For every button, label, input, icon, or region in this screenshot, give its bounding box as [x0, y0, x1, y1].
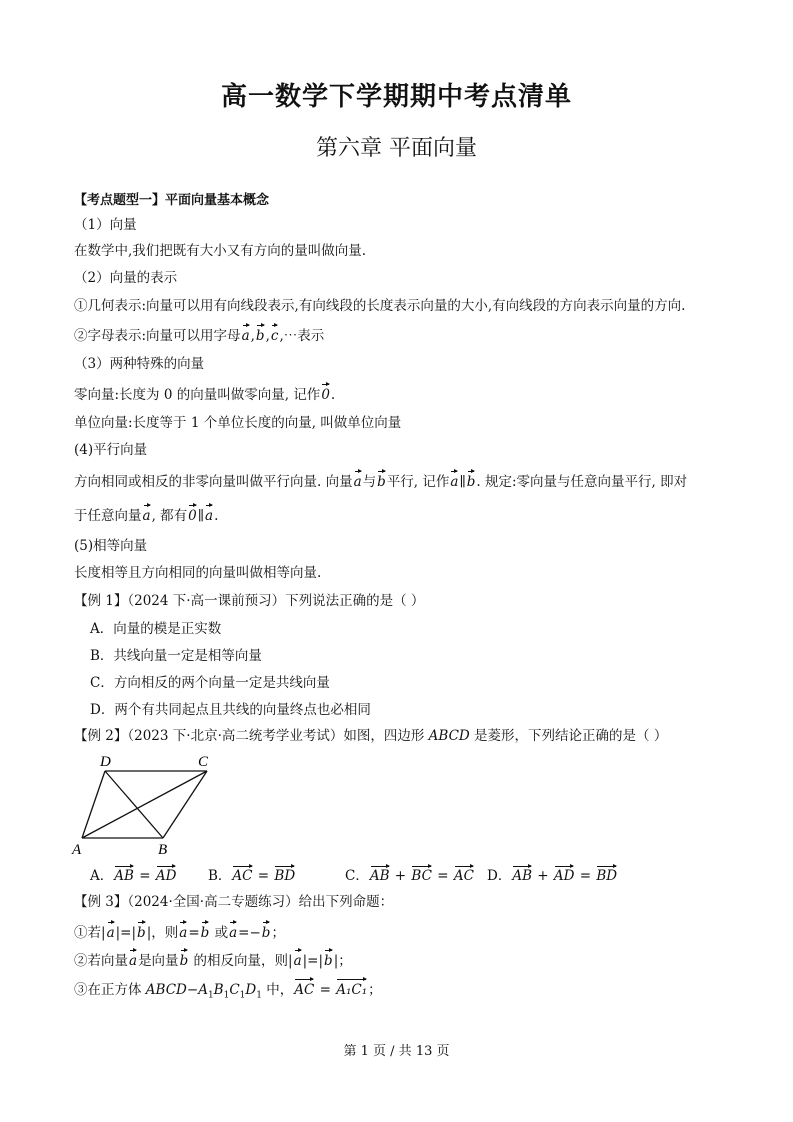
text-segment: .	[330, 387, 336, 403]
vector-symbol: AB	[512, 865, 532, 884]
vector-symbol: c	[271, 324, 279, 345]
side-bc	[163, 771, 207, 838]
example2-option	[487, 864, 618, 884]
text-segment: +	[390, 868, 411, 884]
text-segment: −	[186, 982, 199, 998]
chapter-title: 第六章 平面向量	[316, 136, 477, 161]
vector-symbol: b	[180, 949, 189, 970]
vector-symbol: AC	[294, 978, 314, 999]
vector-symbol: a	[179, 921, 187, 942]
option-label: B．	[208, 868, 232, 884]
text-segment: +	[533, 868, 553, 884]
vector-symbol: AC	[232, 865, 252, 884]
vector-symbol: BD	[274, 865, 295, 884]
document-title: 高一数学下学期期中考点清单	[220, 82, 572, 112]
text-line	[74, 949, 352, 970]
vector-symbol: b	[262, 921, 271, 942]
text-line	[74, 297, 685, 315]
text-segment: (4)平行向量	[74, 442, 148, 458]
text-line	[90, 701, 371, 719]
subscript: 1	[256, 990, 262, 1001]
vector-symbol: 0	[188, 504, 197, 525]
text-segment: . 规定:零向量与任意向量平行, 即对	[476, 474, 688, 490]
text-line	[74, 242, 366, 260]
text-segment: ,	[250, 328, 255, 344]
text-segment: ,	[265, 328, 270, 344]
text-segment: （3）两种特殊的向量	[74, 356, 205, 372]
text-line	[74, 504, 218, 525]
math-text: B	[213, 982, 224, 998]
text-segment: （1）向量	[74, 217, 137, 233]
text-line	[74, 470, 687, 491]
vector-symbol: b	[256, 324, 265, 345]
vector-symbol: a	[294, 949, 302, 970]
vector-symbol: AB	[370, 865, 390, 884]
text-line	[90, 620, 221, 638]
text-segment: =	[134, 868, 155, 884]
example2-option	[345, 864, 475, 884]
text-segment: =	[188, 925, 200, 941]
text-line	[90, 647, 262, 665]
diagonal-bd	[105, 771, 163, 838]
text-segment: ②若向量	[74, 953, 128, 969]
vector-symbol: b	[137, 921, 146, 942]
text-segment: ③在正方体	[74, 982, 146, 998]
text-segment: 的相反向量，则|	[189, 953, 293, 969]
math-text: ABCD	[428, 728, 470, 744]
text-segment: A．向量的模是正实数	[90, 621, 222, 637]
text-segment: 中，	[261, 982, 294, 998]
math-text: A	[198, 982, 208, 998]
text-segment: B．共线向量一定是相等向量	[90, 648, 262, 664]
vector-symbol: BD	[596, 865, 617, 884]
text-segment: 是向量	[138, 953, 179, 969]
text-line	[74, 564, 321, 582]
text-line	[74, 727, 667, 745]
text-segment: ①几何表示:向量可以用有向线段表示,有向线段的长度表示向量的大小,有向线段的方向表示向量的方向.	[74, 298, 686, 314]
text-segment: .	[214, 508, 219, 524]
rhombus-figure	[70, 750, 230, 860]
text-segment: C．方向相反的两个向量一定是共线向量	[90, 675, 330, 691]
text-line	[74, 978, 382, 1005]
subscript: 1	[223, 990, 230, 1001]
text-segment: （2）向量的表示	[74, 270, 178, 286]
vector-symbol: a	[143, 504, 151, 525]
label-c: C	[198, 754, 209, 770]
vector-symbol: a	[129, 949, 137, 970]
example2-option	[90, 864, 177, 884]
text-segment: ②字母表示:向量可以用字母	[74, 328, 241, 344]
option-label: C．	[345, 868, 369, 884]
text-segment: ,⋯表示	[279, 328, 325, 344]
text-line	[74, 921, 285, 942]
text-segment: 【考点题型一】平面向量基本概念	[74, 193, 270, 208]
text-line	[74, 269, 177, 287]
math-text: D	[245, 982, 257, 998]
text-segment: 【例 1】（2024 下·高一课前预习）下列说法正确的是（ ）	[74, 593, 425, 609]
text-segment: |=|	[302, 953, 324, 969]
vector-symbol: AB	[114, 865, 134, 884]
subscript: 1	[207, 990, 214, 1001]
example2-option	[208, 864, 296, 884]
text-segment: 于任意向量	[74, 508, 142, 524]
text-line	[74, 441, 147, 459]
text-line	[90, 674, 330, 692]
vector-symbol: a	[205, 504, 213, 525]
text-segment: (5)相等向量	[74, 538, 148, 554]
label-b: B	[158, 842, 168, 858]
text-segment: 【例 3】（2024·全国·高二专题练习）给出下列命题：	[74, 894, 394, 910]
text-line	[74, 355, 204, 373]
text-segment: 零向量:长度为 0 的向量叫做零向量, 记作	[74, 387, 321, 403]
vector-symbol: a	[450, 470, 458, 491]
text-segment: ∥	[459, 474, 466, 490]
text-line	[74, 192, 269, 210]
text-segment: 方向相同或相反的非零向量叫做平行向量. 向量	[74, 474, 353, 490]
option-label: A．	[90, 868, 114, 884]
text-line	[74, 537, 147, 555]
vector-symbol: a	[229, 921, 237, 942]
text-segment: |=|	[115, 925, 137, 941]
page-footer: 第 1 页 / 共 13 页	[343, 1044, 450, 1059]
vector-symbol: a	[242, 324, 250, 345]
text-segment: ；	[368, 982, 382, 998]
vector-symbol: a	[354, 470, 362, 491]
text-segment: =	[575, 868, 596, 884]
text-segment: , 都有	[151, 508, 188, 524]
text-segment: =	[432, 868, 453, 884]
text-line	[74, 592, 424, 610]
vector-symbol: b	[377, 470, 386, 491]
vector-symbol: AC	[454, 865, 474, 884]
text-segment: ①若|	[74, 925, 106, 941]
vector-symbol: A₁C₁	[336, 978, 367, 999]
text-segment: =−	[238, 925, 261, 941]
text-segment: 是菱形，下列结论正确的是（ ）	[469, 728, 668, 744]
text-line	[74, 324, 324, 345]
text-segment: 单位向量:长度等于 1 个单位长度的向量, 叫做单位向量	[74, 415, 402, 431]
text-line	[74, 893, 393, 911]
text-segment: 或	[210, 925, 229, 941]
text-line	[74, 414, 401, 432]
text-segment: |，则	[146, 925, 179, 941]
label-d: D	[100, 754, 111, 770]
text-segment: =	[253, 868, 274, 884]
text-segment: 与	[362, 474, 377, 490]
math-text: C	[229, 982, 240, 998]
vector-symbol: BC	[411, 865, 432, 884]
text-segment: ；	[271, 925, 285, 941]
text-segment: D．两个有共同起点且共线的向量终点也必相同	[90, 702, 371, 718]
text-segment: 在数学中,我们把既有大小又有方向的量叫做向量.	[74, 243, 367, 259]
vector-symbol: 0	[321, 383, 330, 404]
vector-symbol: b	[324, 949, 333, 970]
vector-symbol: a	[107, 921, 115, 942]
vector-symbol: AD	[156, 865, 177, 884]
diagonal-ac	[82, 771, 207, 838]
vector-symbol: b	[467, 470, 476, 491]
label-a: A	[72, 842, 82, 858]
subscript: 1	[239, 990, 246, 1001]
text-segment: ∥	[197, 508, 204, 524]
text-line	[74, 216, 137, 234]
text-segment: 平行, 记作	[386, 474, 450, 490]
option-label: D．	[487, 868, 512, 884]
text-segment: |；	[333, 953, 352, 969]
text-segment: 【例 2】（2023 下·北京·高二统考学业考试）如图，四边形	[74, 728, 429, 744]
text-segment: 长度相等且方向相同的向量叫做相等向量.	[74, 565, 322, 581]
vector-symbol: b	[201, 921, 210, 942]
vector-symbol: AD	[554, 865, 575, 884]
text-segment: =	[315, 982, 336, 998]
text-line	[74, 383, 335, 404]
math-text: ABCD	[145, 982, 187, 998]
